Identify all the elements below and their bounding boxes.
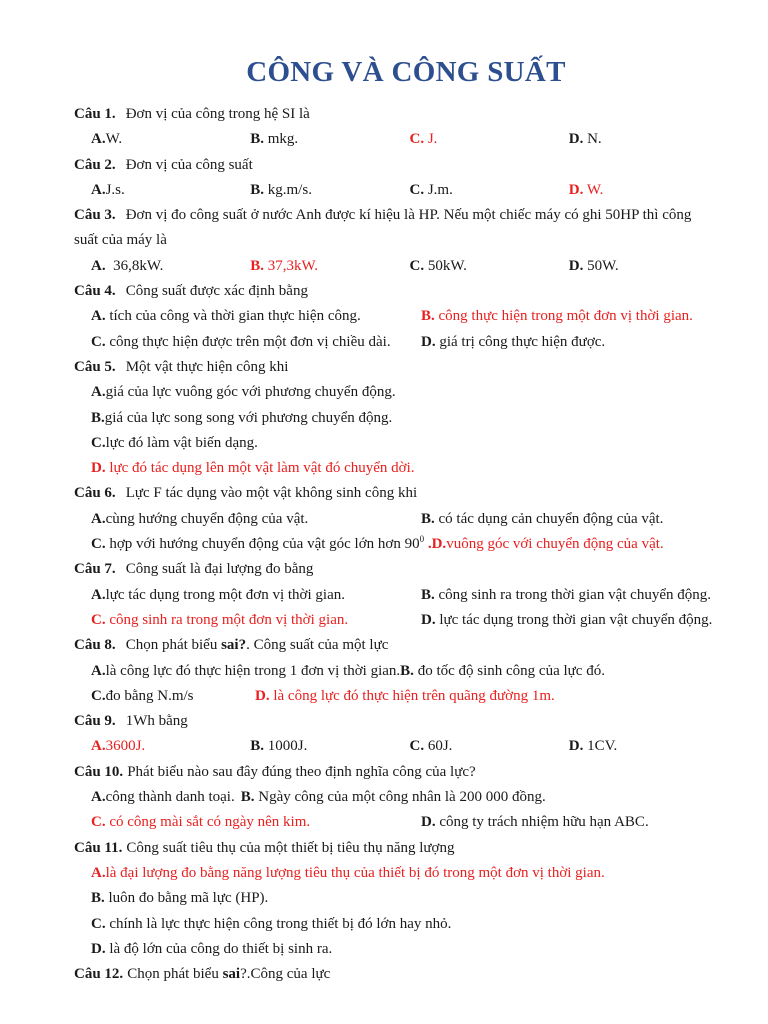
question-text: Công suất tiêu thụ của một thiết bị tiêu thụ năng lượng [126,839,455,856]
option-b: B. đo tốc độ sinh công của lực đó. [400,662,605,679]
option-d: D. 50W. [568,257,619,274]
question-9-options [74,734,728,759]
option-a: A.cùng hướng chuyển động của vật. [91,510,309,527]
option-a-correct: A.là đại lượng đo bằng năng lượng tiêu thụ của thiết bị đó trong một đơn vị thời gian. [91,864,605,881]
question-3-options [74,254,728,279]
question-9 [74,709,728,734]
question-8-options-cd [74,684,728,709]
question-number: Câu 3. [74,207,116,224]
question-text: 1Wh bằng [125,713,188,730]
question-number: Câu 8. [74,637,116,654]
question-6 [74,481,728,506]
question-4-options-ab [74,304,728,329]
option-c-correct: C. công sinh ra trong một đơn vị thời gian. [91,611,349,628]
option-c: C. J.m. [409,181,453,198]
question-text: Đơn vị của công trong hệ SI là [125,106,310,122]
option-c-correct: C. có công mài sắt có ngày nên kim. [91,814,311,831]
option-b: B. 1000J. [250,738,308,755]
question-7-options-ab [74,583,728,608]
option-a: A.lực tác dụng trong một đơn vị thời gian. [91,586,345,603]
question-10-options-cd [74,810,728,835]
question-3 [74,203,728,228]
option-c-correct: C. J. [409,131,438,148]
option-d: D. 1CV. [568,738,618,755]
question-number: Câu 10. [74,763,124,780]
question-text: Chọn phát biểu sai?.Công của lực [127,966,331,983]
question-number: Câu 4. [74,283,116,300]
option-d-correct: D. là công lực đó thực hiện trên quãng đường 1m. [255,687,555,704]
question-text: Công suất được xác định bằng [125,283,308,300]
option-d-correct: D. lực đó tác dụng lên một vật làm vật đó chuyển dời. [91,460,415,477]
question-text: Chọn phát biểu sai?. Công suất của một lực [125,637,389,654]
question-number: Câu 5. [74,358,116,375]
question-text: Một vật thực hiện công khi [125,358,289,375]
option-c: C. 50kW. [409,257,467,274]
question-2-options [74,178,728,203]
question-8-options-ab [74,659,728,684]
question-1 [74,102,728,127]
option-a: A. tích của công và thời gian thực hiện công. [91,308,361,325]
option-d: D. N. [568,131,602,148]
option-a: A.giá của lực vuông góc với phương chuyển động. [91,384,396,401]
question-4 [74,279,728,304]
option-d-correct: .D.vuông góc với chuyển động của vật. [424,536,664,553]
question-text: Lực F tác dụng vào một vật không sinh công khi [125,485,418,502]
question-5 [74,355,728,380]
question-text: Phát biểu nào sau đây đúng theo định nghĩa công của lực? [127,763,476,780]
option-a: A. 36,8kW. [91,257,164,274]
option-d: D. là độ lớn của công do thiết bị sinh ra. [91,940,333,957]
question-10-options-ab [74,785,728,810]
question-number: Câu 2. [74,156,116,173]
question-number: Câu 1. [74,106,116,122]
option-c: C. hợp với hướng chuyển động của vật góc lớn hơn $90^0$ [91,534,425,553]
question-number: Câu 6. [74,485,116,502]
question-number: Câu 11. [74,839,123,856]
option-b: B.giá của lực song song với phương chuyển động. [91,409,393,426]
option-b: B. luôn đo bằng mã lực (HP). [91,890,269,907]
option-d: D. lực tác dụng trong thời gian vật chuyển động. [421,611,713,628]
question-number: Câu 7. [74,561,116,578]
question-number: Câu 12. [74,966,124,983]
question-7 [74,557,728,582]
option-d: D. công ty trách nhiệm hữu hạn ABC. [421,814,649,831]
option-d: D. giá trị công thực hiện được. [421,333,606,350]
option-a: A.là công lực đó thực hiện trong 1 đơn vị thời gian. [91,662,401,679]
option-c: C. công thực hiện được trên một đơn vị chiều dài. [91,333,391,350]
question-1-options [74,127,728,152]
option-b: B. Ngày công của một công nhân là 200 000 đồng. [240,789,546,806]
option-a: A.công thành danh toại. [91,789,235,806]
option-a-correct: A.3600J. [91,738,146,755]
question-6-options-cd [74,532,728,557]
option-b: B. có tác dụng cản chuyển động của vật. [421,510,664,527]
question-11 [74,836,728,861]
option-b-correct: B. 37,3kW. [250,257,319,274]
page-title: CÔNG VÀ CÔNG SUẤT [246,56,566,88]
option-b: B. mkg. [250,131,299,148]
option-a: A.J.s. [91,181,125,198]
question-text: Đơn vị của công suất [125,156,253,173]
question-text: Đơn vị đo công suất ở nước Anh được kí hiệu là HP. Nếu một chiếc máy có ghi 50HP thì công [125,207,692,224]
question-10 [74,760,728,785]
question-3-continuation: suất của máy là [74,232,167,249]
option-b-correct: B. công thực hiện trong một đơn vị thời gian. [421,308,693,325]
option-a: A.W. [91,131,123,148]
option-c: C.lực đó làm vật biến dạng. [91,434,258,451]
question-number: Câu 9. [74,713,116,730]
option-c: C. chính là lực thực hiện công trong thiết bị đó lớn hay nhỏ. [91,915,452,932]
option-d-correct: D. W. [568,181,604,198]
question-4-options-cd [74,330,728,355]
question-7-options-cd [74,608,728,633]
question-2 [74,153,728,178]
question-8 [74,633,728,658]
question-12 [74,962,728,987]
question-6-options-ab [74,507,728,532]
option-b: B. kg.m/s. [250,181,312,198]
question-text: Công suất là đại lượng đo bằng [125,561,314,578]
option-b: B. công sinh ra trong thời gian vật chuyển động. [421,586,711,603]
option-c: C.đo bằng N.m/s [91,687,194,704]
option-c: C. 60J. [409,738,453,755]
